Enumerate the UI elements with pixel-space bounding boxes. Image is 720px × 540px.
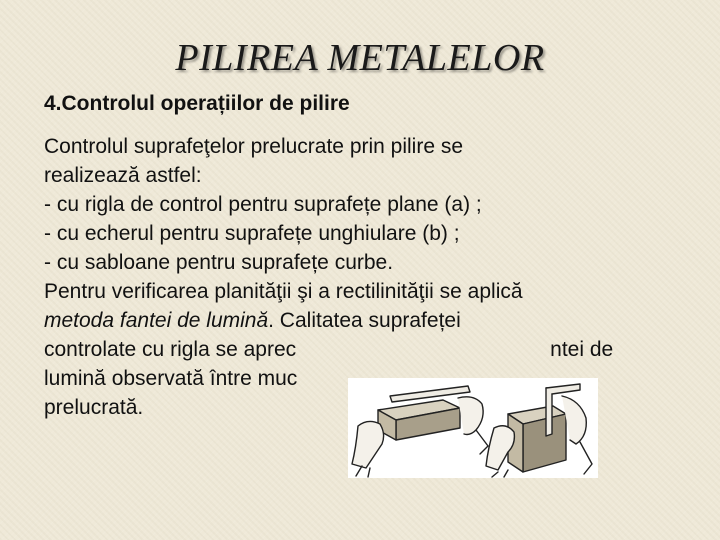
text-line-9: lumină observată între muc (44, 367, 298, 390)
method-name: metoda fantei de lumină (44, 309, 269, 332)
text-line-8-right: ntei de (550, 338, 614, 361)
text-line-6: Pentru verificarea planităţii şi a rectilinităţii se aplică (44, 280, 523, 303)
text-line-1: Controlul suprafeţelor prelucrate prin pilire se (44, 135, 464, 158)
text-line-5: - cu sabloane pentru suprafețe curbe. (44, 251, 394, 274)
hands-ruler-square-illustration-icon (348, 378, 598, 478)
text-line-8-left: controlate cu rigla se aprec (44, 338, 297, 361)
text-line-10: prelucrată. (44, 396, 144, 419)
text-line-8 (44, 335, 720, 364)
section-heading: 4.Controlul operațiilor de pilire (44, 92, 350, 115)
text-line-7 (44, 306, 720, 335)
text-line-4: - cu echerul pentru suprafețe unghiulare (b) ; (44, 222, 460, 245)
inspection-illustration (348, 378, 598, 478)
slide-title: PILIREA METALELOR (175, 37, 545, 79)
text-line-2: realizează astfel: (44, 164, 202, 187)
text-line-7-rest: . Calitatea suprafeței (268, 309, 461, 332)
text-line-3: - cu rigla de control pentru suprafețe plane (a) ; (44, 193, 482, 216)
